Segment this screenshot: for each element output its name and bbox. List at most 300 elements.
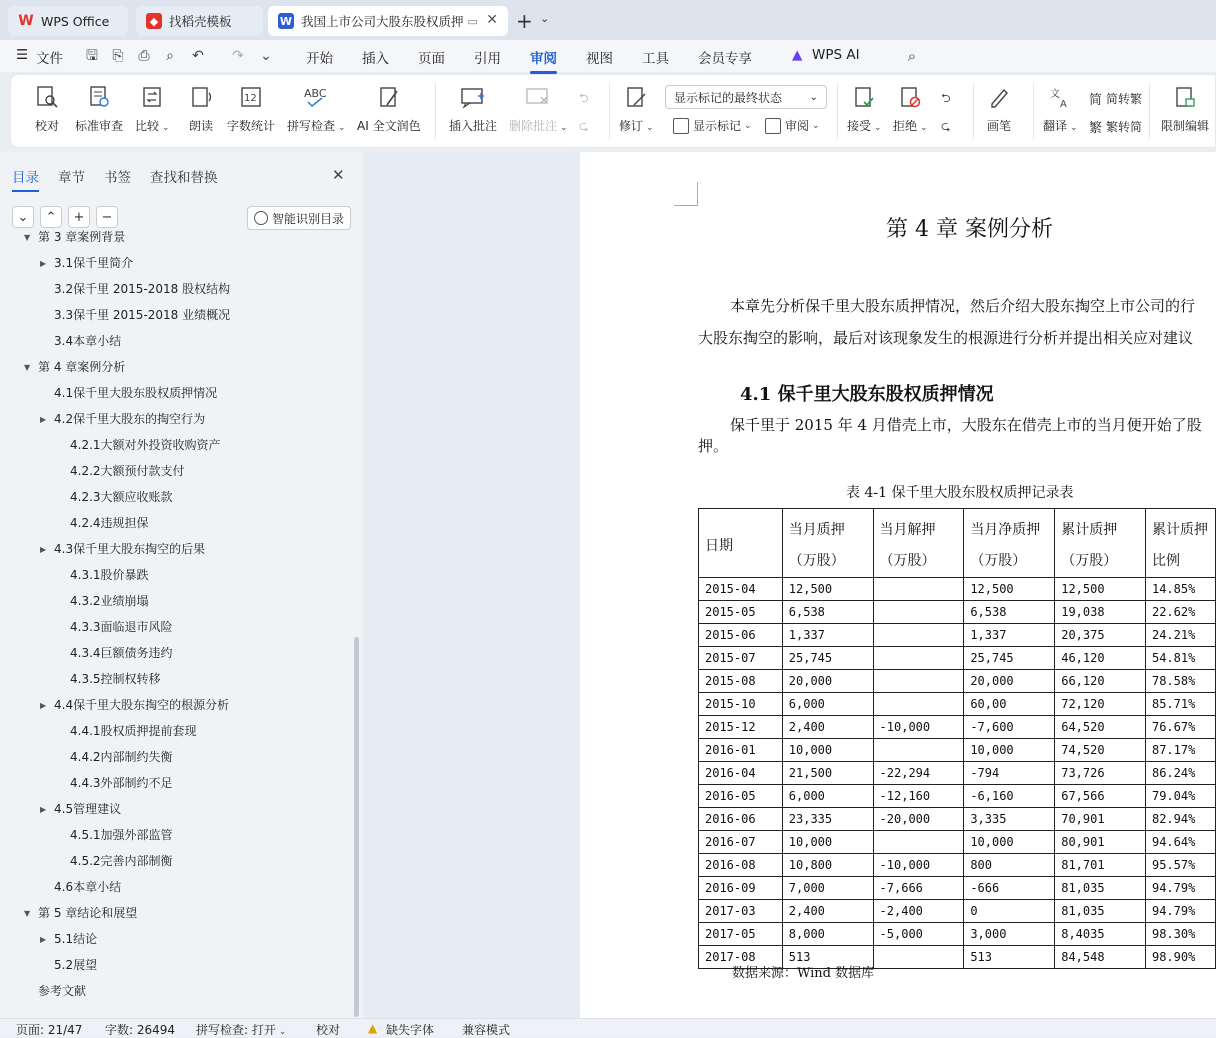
table-cell: 2015-04: [699, 578, 783, 601]
spell-check-status[interactable]: [196, 1021, 286, 1038]
table-cell: 20,000: [782, 670, 873, 693]
expanded-arrow-icon[interactable]: ▼: [24, 233, 31, 242]
toc-item[interactable]: 4.2.4违规担保: [70, 516, 149, 530]
table-cell: 2017-08: [699, 946, 783, 969]
toc-item[interactable]: 5.1结论: [54, 932, 98, 946]
toc-item[interactable]: 3.4本章小结: [54, 334, 122, 348]
chevron-down-icon: ⌄: [278, 1027, 287, 1037]
table-cell: 2015-12: [699, 716, 783, 739]
collapsed-arrow-icon[interactable]: ▶: [40, 415, 47, 424]
toc-item[interactable]: 4.4.1股权质押提前套现: [70, 724, 197, 738]
table-cell: 2016-06: [699, 808, 783, 831]
table-cell: 22.62%: [1145, 601, 1215, 624]
table-cell: 6,000: [782, 785, 873, 808]
toc-item[interactable]: 4.5管理建议: [54, 802, 122, 816]
section-paragraph-line-1: 保千里于 2015 年 4 月借壳上市，大股东在借壳上市的当月便开始了股: [730, 416, 1202, 434]
table-cell: 2017-05: [699, 923, 783, 946]
missing-font-status[interactable]: 缺失字体: [386, 1023, 435, 1037]
menu-references[interactable]: 引用: [474, 51, 501, 67]
toc-item[interactable]: 4.2.1大额对外投资收购资产: [70, 438, 221, 452]
redo-icon[interactable]: ↷: [232, 48, 244, 64]
table-cell: 2016-01: [699, 739, 783, 762]
toc-item[interactable]: 第 5 章结论和展望: [38, 906, 138, 920]
table-cell: 7,000: [782, 877, 873, 900]
menu-member[interactable]: 会员专享: [698, 51, 752, 67]
tab-label: 找稻壳模板: [169, 14, 232, 29]
compat-mode-status: 兼容模式: [462, 1023, 511, 1037]
toc-item[interactable]: 3.2保千里 2015-2018 股权结构: [54, 282, 231, 296]
table-cell: 67,566: [1055, 785, 1146, 808]
smart-recognize-icon: [254, 211, 268, 225]
traditional-to-simplified-icon: 繁: [1089, 121, 1103, 136]
standard-review-label: 标准审查: [75, 119, 124, 133]
toc-item[interactable]: 3.3保千里 2015-2018 业绩概况: [54, 308, 231, 322]
margin-corner-mark: [674, 182, 698, 206]
tab-find-replace[interactable]: 查找和替换: [150, 170, 218, 186]
table-cell: 79.04%: [1145, 785, 1215, 808]
standard-review-button[interactable]: [75, 83, 123, 134]
search-icon[interactable]: ⌕: [907, 47, 917, 65]
svg-text:ABC: ABC: [304, 87, 327, 100]
table-cell: -6,160: [964, 785, 1055, 808]
insert-comment-button[interactable]: [449, 83, 497, 134]
header-text: 累计质押: [1061, 522, 1118, 538]
toc-item[interactable]: 4.2.3大额应收账款: [70, 490, 173, 504]
collapsed-arrow-icon[interactable]: ▶: [40, 935, 47, 944]
status-bar: [0, 1018, 1216, 1037]
new-tab-plus-icon[interactable]: +: [516, 9, 533, 33]
monitor-icon: ▭: [467, 14, 478, 28]
intro-paragraph-line-2: 大股东掏空的影响，最后对该现象发生的根源进行分析并提出相关应对建议: [698, 329, 1194, 347]
table-cell: -7,600: [964, 716, 1055, 739]
ribbon-separator: [973, 83, 974, 139]
menu-file[interactable]: 文件: [36, 51, 63, 67]
table-cell: 74,520: [1055, 739, 1146, 762]
ai-polish-button[interactable]: [357, 83, 421, 134]
table-header-cell: [1055, 509, 1146, 578]
table-header-cell: [782, 509, 873, 578]
table-cell: 25,745: [782, 647, 873, 670]
compare-button[interactable]: [135, 83, 170, 134]
ribbon-separator: [609, 83, 610, 139]
toc-item[interactable]: 4.4保千里大股东掏空的根源分析: [54, 698, 230, 712]
table-cell: -10,000: [873, 716, 964, 739]
chevron-up-icon: ⌃: [45, 209, 57, 225]
pen-button[interactable]: [985, 83, 1013, 134]
spell-check-icon: [302, 83, 330, 111]
chevron-down-icon: ⌄: [646, 123, 654, 133]
table-body: [699, 578, 1216, 969]
table-row: [699, 624, 1216, 647]
table-cell: 1,337: [964, 624, 1055, 647]
insert-comment-label: 插入批注: [449, 119, 498, 133]
print-icon[interactable]: ⎙: [138, 48, 150, 64]
table-cell: 46,120: [1055, 647, 1146, 670]
chevron-down-icon: ⌄: [874, 123, 882, 133]
toc-item[interactable]: 4.4.3外部制约不足: [70, 776, 173, 790]
table-cell: 98.90%: [1145, 946, 1215, 969]
read-aloud-icon: [187, 83, 215, 111]
menu-insert[interactable]: 插入: [362, 51, 389, 67]
insert-comment-icon: [459, 83, 487, 111]
toc-item[interactable]: 第 4 章案例分析: [38, 360, 126, 374]
close-tab-icon[interactable]: ✕: [486, 12, 498, 28]
delete-comment-label: 删除批注: [509, 119, 558, 133]
review-ribbon: [10, 74, 1216, 148]
chevron-down-icon: ⌄: [744, 120, 752, 131]
table-header-cell: [964, 509, 1055, 578]
table-cell: 2,400: [782, 900, 873, 923]
table-row: [699, 578, 1216, 601]
toc-item[interactable]: 4.6本章小结: [54, 880, 122, 894]
intro-paragraph-line-1: 本章先分析保千里大股东质押情况，然后介绍大股东掏空上市公司的行: [730, 297, 1196, 315]
table-cell: -5,000: [873, 923, 964, 946]
menu-page[interactable]: 页面: [418, 51, 445, 67]
table-cell: 8,4035: [1055, 923, 1146, 946]
table-cell: 0: [964, 900, 1055, 923]
table-cell: 2015-10: [699, 693, 783, 716]
print-preview-icon[interactable]: ⌕: [166, 48, 174, 64]
table-cell: 1,337: [782, 624, 873, 647]
table-row: [699, 739, 1216, 762]
table-cell: 3,335: [964, 808, 1055, 831]
word-count-label: 字数统计: [227, 119, 276, 133]
table-cell: 66,120: [1055, 670, 1146, 693]
previous-comment-icon[interactable]: ⮌: [579, 91, 589, 105]
table-cell: [873, 831, 964, 854]
toc-item[interactable]: 4.2保千里大股东的掏空行为: [54, 412, 206, 426]
svg-text:文: 文: [1050, 89, 1061, 100]
tab-document[interactable]: [268, 6, 508, 36]
table-cell: 94.79%: [1145, 877, 1215, 900]
chevron-down-icon: ⌄: [809, 91, 818, 103]
menu-wps-ai[interactable]: WPS AI: [812, 47, 860, 63]
word-doc-icon: W: [279, 14, 293, 28]
table-cell: 94.64%: [1145, 831, 1215, 854]
revise-label: 修订: [619, 119, 644, 133]
tab-chapters[interactable]: 章节: [58, 170, 85, 186]
table-cell: 70,901: [1055, 808, 1146, 831]
header-text: 日期: [705, 537, 733, 554]
track-changes-icon: [622, 83, 650, 111]
table-cell: 8,000: [782, 923, 873, 946]
spell-check-status-label: 拼写检查: 打开: [196, 1023, 276, 1037]
smart-toc-label: 智能识别目录: [271, 211, 344, 226]
table-cell: [873, 601, 964, 624]
table-cell: 80,901: [1055, 831, 1146, 854]
track-changes-button[interactable]: [619, 83, 654, 134]
table-cell: [873, 670, 964, 693]
tab-list-chevron-icon[interactable]: ⌄: [540, 12, 550, 25]
header-text: 累计质押: [1151, 522, 1208, 538]
ribbon-separator: [837, 83, 838, 139]
table-row: [699, 854, 1216, 877]
table-cell: [873, 647, 964, 670]
table-cell: 2016-09: [699, 877, 783, 900]
proofread-label: 校对: [34, 119, 59, 133]
to-simplified-label: 繁转简: [1106, 120, 1143, 134]
table-cell: -666: [964, 877, 1055, 900]
toc-scrollbar[interactable]: [354, 637, 359, 1017]
translate-button[interactable]: [1043, 83, 1078, 134]
accept-label: 接受: [847, 119, 872, 133]
toc-item[interactable]: 4.5.1加强外部监管: [70, 828, 173, 842]
chapter-heading: 第 4 章 案例分析: [886, 217, 1053, 242]
table-caption: 表 4-1 保千里大股东股权质押记录表: [846, 485, 1074, 501]
table-cell: 2016-07: [699, 831, 783, 854]
table-cell: 73,726: [1055, 762, 1146, 785]
table-header-cell: [699, 509, 783, 578]
ai-polish-icon: [375, 83, 403, 111]
table-row: [699, 670, 1216, 693]
review-pane-icon: [765, 118, 781, 134]
table-row: [699, 831, 1216, 854]
expanded-arrow-icon[interactable]: ▼: [24, 909, 31, 918]
to-traditional-label: 简转繁: [1106, 92, 1143, 106]
toc-item[interactable]: 5.2展望: [54, 958, 98, 972]
markup-state-select[interactable]: [665, 85, 827, 109]
table-cell: 87.17%: [1145, 739, 1215, 762]
table-cell: -7,666: [873, 877, 964, 900]
table-cell: 95.57%: [1145, 854, 1215, 877]
toc-item[interactable]: 4.3保千里大股东掏空的后果: [54, 542, 206, 556]
table-cell: 84,548: [1055, 946, 1146, 969]
table-cell: 12,500: [782, 578, 873, 601]
pledge-record-table: [698, 508, 1216, 969]
table-row: [699, 601, 1216, 624]
wps-ai-icon: ▲: [792, 47, 803, 63]
collapsed-arrow-icon[interactable]: ▶: [40, 545, 47, 554]
table-cell: [873, 624, 964, 647]
spell-check-button[interactable]: [287, 83, 346, 134]
compare-icon: [138, 83, 166, 111]
collapsed-arrow-icon[interactable]: ▶: [40, 259, 47, 268]
table-row: [699, 877, 1216, 900]
menu-tools[interactable]: 工具: [642, 51, 669, 67]
table-cell: 86.24%: [1145, 762, 1215, 785]
accept-button[interactable]: [847, 83, 882, 134]
section-paragraph-line-2: 押。: [698, 437, 729, 455]
table-cell: 2016-08: [699, 854, 783, 877]
page-margin-area: [363, 152, 580, 1018]
table-cell: 2,400: [782, 716, 873, 739]
table-header-cell: [873, 509, 964, 578]
table-row: [699, 785, 1216, 808]
table-cell: 10,000: [782, 831, 873, 854]
table-row: [699, 716, 1216, 739]
table-cell: [873, 946, 964, 969]
table-cell: -2,400: [873, 900, 964, 923]
spell-check-label: 拼写检查: [287, 119, 336, 133]
header-text: （万股）: [879, 553, 936, 569]
table-cell: 25,745: [964, 647, 1055, 670]
simplified-to-traditional-button[interactable]: [1089, 89, 1142, 108]
quick-access-chevron-icon[interactable]: ⌄: [260, 48, 272, 64]
table-cell: 76.67%: [1145, 716, 1215, 739]
menu-home[interactable]: 开始: [306, 51, 333, 67]
table-cell: 81,035: [1055, 900, 1146, 923]
table-cell: 6,538: [782, 601, 873, 624]
chevron-down-icon: ⌄: [338, 123, 346, 133]
proofread-icon: [33, 83, 61, 111]
toc-item[interactable]: 第 3 章案例背景: [38, 230, 126, 244]
header-text: 比例: [1151, 553, 1180, 569]
close-pane-icon[interactable]: ✕: [332, 166, 345, 184]
reject-button[interactable]: [893, 83, 928, 134]
table-cell: 78.58%: [1145, 670, 1215, 693]
table-cell: 6,538: [964, 601, 1055, 624]
tab-bookmarks[interactable]: 书签: [104, 170, 131, 186]
collapse-all-button[interactable]: [12, 206, 34, 228]
compare-label: 比较: [135, 119, 160, 133]
header-text: 当月解押: [879, 522, 936, 538]
svg-text:A: A: [1060, 99, 1068, 110]
section-heading: 4.1 保千里大股东股权质押情况: [740, 384, 994, 405]
table-cell: 2016-04: [699, 762, 783, 785]
standard-review-icon: [85, 83, 113, 111]
show-markup-icon: [673, 118, 689, 134]
toc-item[interactable]: 4.3.1股价暴跌: [70, 568, 149, 582]
table-cell: 800: [964, 854, 1055, 877]
wps-logo-icon: W: [18, 13, 34, 29]
table-cell: 2015-08: [699, 670, 783, 693]
chevron-down-icon: ⌄: [17, 209, 29, 225]
header-text: （万股）: [970, 553, 1027, 569]
table-cell: 2015-07: [699, 647, 783, 670]
next-change-icon[interactable]: ⮎: [941, 119, 951, 133]
accept-icon: [850, 83, 878, 111]
menu-review[interactable]: 审阅: [530, 47, 557, 67]
toc-item[interactable]: 4.4.2内部制约失衡: [70, 750, 173, 764]
restrict-edit-button[interactable]: [1161, 83, 1209, 134]
table-cell: 98.30%: [1145, 923, 1215, 946]
table-cell: 82.94%: [1145, 808, 1215, 831]
data-source-note: 数据来源：Wind 数据库: [732, 966, 875, 981]
header-text: 当月净质押: [970, 522, 1041, 538]
toc-item[interactable]: 参考文献: [38, 984, 87, 998]
restrict-edit-icon: [1171, 83, 1199, 111]
reject-label: 拒绝: [893, 119, 918, 133]
toc-item[interactable]: 4.1保千里大股东股权质押情况: [54, 386, 218, 400]
chevron-down-icon: ⌄: [1070, 123, 1078, 133]
reject-icon: [896, 83, 924, 111]
previous-change-icon[interactable]: ⮌: [941, 91, 951, 105]
table-cell: 2016-05: [699, 785, 783, 808]
table-cell: 20,375: [1055, 624, 1146, 647]
restrict-edit-label: 限制编辑: [1161, 119, 1210, 133]
tab-label: WPS Office: [41, 13, 110, 29]
table-cell: 2015-06: [699, 624, 783, 647]
navigation-pane: [0, 152, 363, 1018]
collapsed-arrow-icon[interactable]: ▶: [40, 805, 47, 814]
toc-tree: [0, 230, 355, 1014]
table-cell: 23,335: [782, 808, 873, 831]
pen-icon: [985, 83, 1013, 111]
smart-toc-button[interactable]: [247, 206, 351, 230]
expanded-arrow-icon[interactable]: ▼: [24, 363, 31, 372]
simplified-to-traditional-icon: 简: [1089, 93, 1103, 108]
table-row: [699, 647, 1216, 670]
toc-item[interactable]: 4.2.2大额预付款支付: [70, 464, 185, 478]
chevron-down-icon: ⌄: [812, 120, 820, 131]
word-count-button[interactable]: [227, 83, 275, 134]
collapsed-arrow-icon[interactable]: ▶: [40, 701, 47, 710]
delete-comment-button[interactable]: [509, 83, 568, 134]
table-cell: -12,160: [873, 785, 964, 808]
delete-comment-icon: [524, 83, 552, 111]
table-cell: 81,035: [1055, 877, 1146, 900]
table-row: [699, 923, 1216, 946]
toc-item[interactable]: 4.3.2业绩崩塌: [70, 594, 149, 608]
docer-icon: ◆: [146, 13, 162, 29]
review-pane-button[interactable]: [765, 117, 820, 134]
menu-view[interactable]: 视图: [586, 51, 613, 67]
traditional-to-simplified-button[interactable]: [1089, 117, 1142, 136]
table-cell: 64,520: [1055, 716, 1146, 739]
table-row: [699, 808, 1216, 831]
chevron-down-icon: ⌄: [920, 123, 928, 133]
show-markup-button[interactable]: [673, 117, 752, 134]
translate-label: 翻译: [1043, 119, 1068, 133]
table-cell: [873, 578, 964, 601]
word-count-indicator[interactable]: 字数: 26494: [105, 1023, 176, 1037]
tab-toc[interactable]: 目录: [12, 166, 39, 186]
ribbon-separator: [435, 83, 436, 139]
table-cell: 3,000: [964, 923, 1055, 946]
menu-bar: [0, 40, 1216, 72]
next-comment-icon[interactable]: ⮎: [579, 119, 589, 133]
table-cell: 19,038: [1055, 601, 1146, 624]
table-cell: 2017-03: [699, 900, 783, 923]
table-cell: 20,000: [964, 670, 1055, 693]
output-pdf-icon[interactable]: ⎘: [112, 48, 124, 64]
toc-item[interactable]: 4.3.3面临退市风险: [70, 620, 173, 634]
table-cell: 10,800: [782, 854, 873, 877]
document-page[interactable]: [580, 152, 1216, 1018]
tab-label: 我国上市公司大股东股权质押: [301, 14, 464, 29]
table-header-row: [699, 509, 1216, 578]
read-aloud-label: 朗读: [188, 119, 213, 133]
read-aloud-button[interactable]: [187, 83, 215, 134]
toc-item[interactable]: 4.5.2完善内部制衡: [70, 854, 173, 868]
toc-item[interactable]: 3.1保千里简介: [54, 256, 134, 270]
table-cell: -10,000: [873, 854, 964, 877]
proofread-button[interactable]: [33, 83, 61, 134]
header-text: （万股）: [1061, 553, 1118, 569]
hamburger-icon[interactable]: ☰: [16, 47, 29, 63]
table-cell: -794: [964, 762, 1055, 785]
chevron-down-icon: ⌄: [560, 123, 568, 133]
table-cell: [873, 693, 964, 716]
undo-icon[interactable]: ↶: [192, 48, 204, 64]
tab-docer-templates[interactable]: [136, 6, 263, 36]
plus-icon: +: [73, 209, 85, 225]
pen-label: 画笔: [986, 119, 1011, 133]
toc-item[interactable]: 4.3.4巨额债务违约: [70, 646, 173, 660]
table-cell: 10,000: [964, 739, 1055, 762]
tab-wps-office[interactable]: [8, 6, 128, 36]
table-cell: 94.79%: [1145, 900, 1215, 923]
table-row: [699, 900, 1216, 923]
page-indicator[interactable]: 页面: 21/47: [16, 1023, 83, 1037]
table-cell: 513: [964, 946, 1055, 969]
proof-status[interactable]: 校对: [316, 1023, 341, 1037]
save-icon[interactable]: 🖫: [86, 48, 98, 64]
title-bar: [0, 0, 1216, 40]
table-cell: [873, 739, 964, 762]
table-cell: -22,294: [873, 762, 964, 785]
toc-item[interactable]: 4.3.5控制权转移: [70, 672, 161, 686]
